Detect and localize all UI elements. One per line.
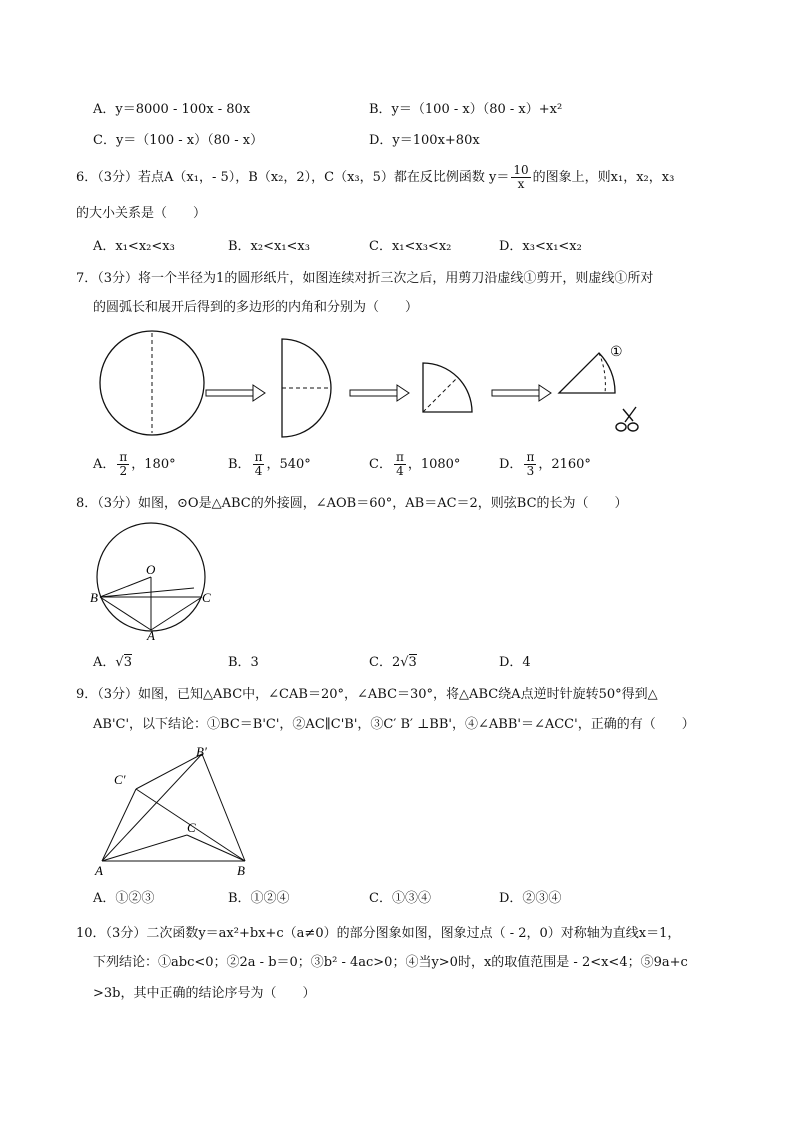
q7-d-frac	[524, 451, 536, 478]
q8-circle-figure	[90, 522, 230, 642]
q9-option-c: C．①③④	[369, 891, 431, 906]
q6-option-b: B．x₂<x₁<x₃	[228, 239, 310, 254]
q9-option-d: D．②③④	[499, 891, 562, 906]
q6-frac-num: 10	[513, 163, 529, 177]
q8-option-c	[369, 654, 417, 672]
label-o: O	[146, 562, 156, 577]
label-b: B	[237, 863, 245, 878]
q9-stem-line1: 9．（3分）如图，已知△ABC中，∠CAB＝20°，∠ABC＝30°，将△ABC绕A点逆时针旋转50°得到△	[76, 687, 658, 702]
q8-option-a	[93, 654, 132, 672]
q7-option-b	[228, 451, 311, 478]
q8-stem: 8．（3分）如图，⊙O是△ABC的外接圆，∠AOB＝60°，AB＝AC＝2，则弦BC的长为（ ）	[76, 496, 628, 511]
q6-stem	[76, 164, 674, 191]
q9-rotation-figure	[90, 742, 260, 878]
q10-stem-line1: 10．（3分）二次函数y＝ax²+bx+c（a≠0）的部分图象如图，图象过点（ - 2，0）对称轴为直线x＝1，	[76, 926, 681, 941]
q8-c-label: C．2	[369, 655, 401, 670]
q7-a-den: 2	[119, 464, 128, 478]
q7-a-frac	[117, 451, 129, 478]
q7-a-num: π	[119, 450, 128, 464]
q5-option-b: B．y＝（100 - x）（80 - x）+x²	[369, 102, 563, 117]
q7-d-rest: ，2160°	[538, 457, 591, 472]
q10-stem-line3: >3b，其中正确的结论序号为（ ）	[93, 986, 316, 1001]
q6-option-a: A．x₁<x₂<x₃	[93, 239, 175, 254]
q6-stem-part1: 6．（3分）若点A（x₁，- 5），B（x₂，2），C（x₃，5）都在反比例函数 y＝	[76, 170, 510, 185]
q6-stem-part2: 的图象上，则x₁，x₂，x₃	[532, 170, 675, 185]
q7-c-label: C．	[369, 457, 392, 472]
q7-option-a	[93, 451, 176, 478]
seg-cp-bp	[136, 754, 202, 789]
q6-option-d: D．x₃<x₁<x₂	[499, 239, 582, 254]
q9-option-b: B．①②④	[228, 891, 290, 906]
q7-b-rest: ，540°	[266, 457, 311, 472]
q5-option-d: D．y＝100x+80x	[369, 133, 480, 148]
label-c: C	[187, 820, 196, 835]
q7-d-label: D．	[499, 457, 523, 472]
label-a: A	[147, 628, 155, 643]
label-b: B	[90, 590, 98, 605]
q6-stem-line2: 的大小关系是（ ）	[76, 206, 207, 221]
q8-a-label: A．	[93, 655, 116, 670]
q8-option-b: B．3	[228, 655, 259, 670]
arrow-icon	[350, 385, 409, 401]
q7-folding-figure	[0, 330, 794, 460]
label-a: A	[95, 863, 103, 878]
q10-stem-line2: 下列结论：①abc<0；②2a - b＝0；③b² - 4ac>0；④当y>0时，x的取值范围是 - 2<x<4；⑤9a+c	[93, 955, 688, 970]
q8-c-value: 3	[408, 655, 417, 670]
q7-b-label: B．	[228, 457, 251, 472]
q7-a-label: A．	[93, 457, 116, 472]
arrow-icon	[206, 385, 265, 401]
cut-line-mark: ①	[610, 345, 623, 360]
q7-stem-line2: 的圆弧长和展开后得到的多边形的内角和分别为（ ）	[93, 300, 419, 315]
q5-option-a: A．y＝8000 - 100x - 80x	[93, 102, 251, 117]
label-c: C	[202, 590, 211, 605]
q9-stem-line2: AB'C'，以下结论：①BC＝B'C'，②AC∥C'B'，③C′ B′ ⊥BB'，④∠ABB'＝∠ACC'，正确的有（ ）	[93, 717, 695, 732]
sqrt-icon: √	[115, 655, 124, 670]
q9-option-a: A．①②③	[93, 891, 155, 906]
q6-frac-den: x	[517, 177, 525, 191]
q7-d-num: π	[526, 450, 535, 464]
q7-option-c	[369, 451, 460, 478]
q7-b-den: 4	[254, 464, 263, 478]
q7-c-num: π	[395, 450, 404, 464]
q8-a-value: 3	[123, 655, 132, 670]
q7-b-num: π	[254, 450, 263, 464]
q7-d-den: 3	[526, 464, 535, 478]
label-c-prime: C′	[114, 772, 126, 787]
q5-option-c: C．y＝（100 - x）（80 - x）	[93, 133, 264, 148]
quarter-fold-line	[423, 377, 458, 412]
scissors-icon	[616, 407, 638, 431]
sqrt-icon: √	[400, 655, 409, 670]
seg-a-bp	[102, 754, 202, 861]
q8-option-d: D．4	[499, 655, 531, 670]
q7-option-d	[499, 451, 591, 478]
q7-stem-line1: 7．（3分）将一个半径为1的圆形纸片，如图连续对折三次之后，用剪刀沿虚线①剪开，则虚线①所对	[76, 271, 654, 286]
q7-a-rest: ，180°	[131, 457, 176, 472]
seg-ac-prime	[102, 789, 136, 861]
q7-b-frac	[253, 451, 265, 478]
q7-c-frac	[394, 451, 406, 478]
q6-option-c: C．x₁<x₃<x₂	[369, 239, 452, 254]
q7-c-rest: ，1080°	[407, 457, 461, 472]
seg-ob	[100, 577, 151, 597]
label-b-prime: B′	[196, 744, 207, 759]
eighth-sector	[559, 353, 615, 393]
arrow-icon	[492, 385, 551, 401]
q6-fraction	[511, 164, 530, 191]
q7-c-den: 4	[396, 464, 404, 478]
seg-extra	[100, 588, 194, 597]
